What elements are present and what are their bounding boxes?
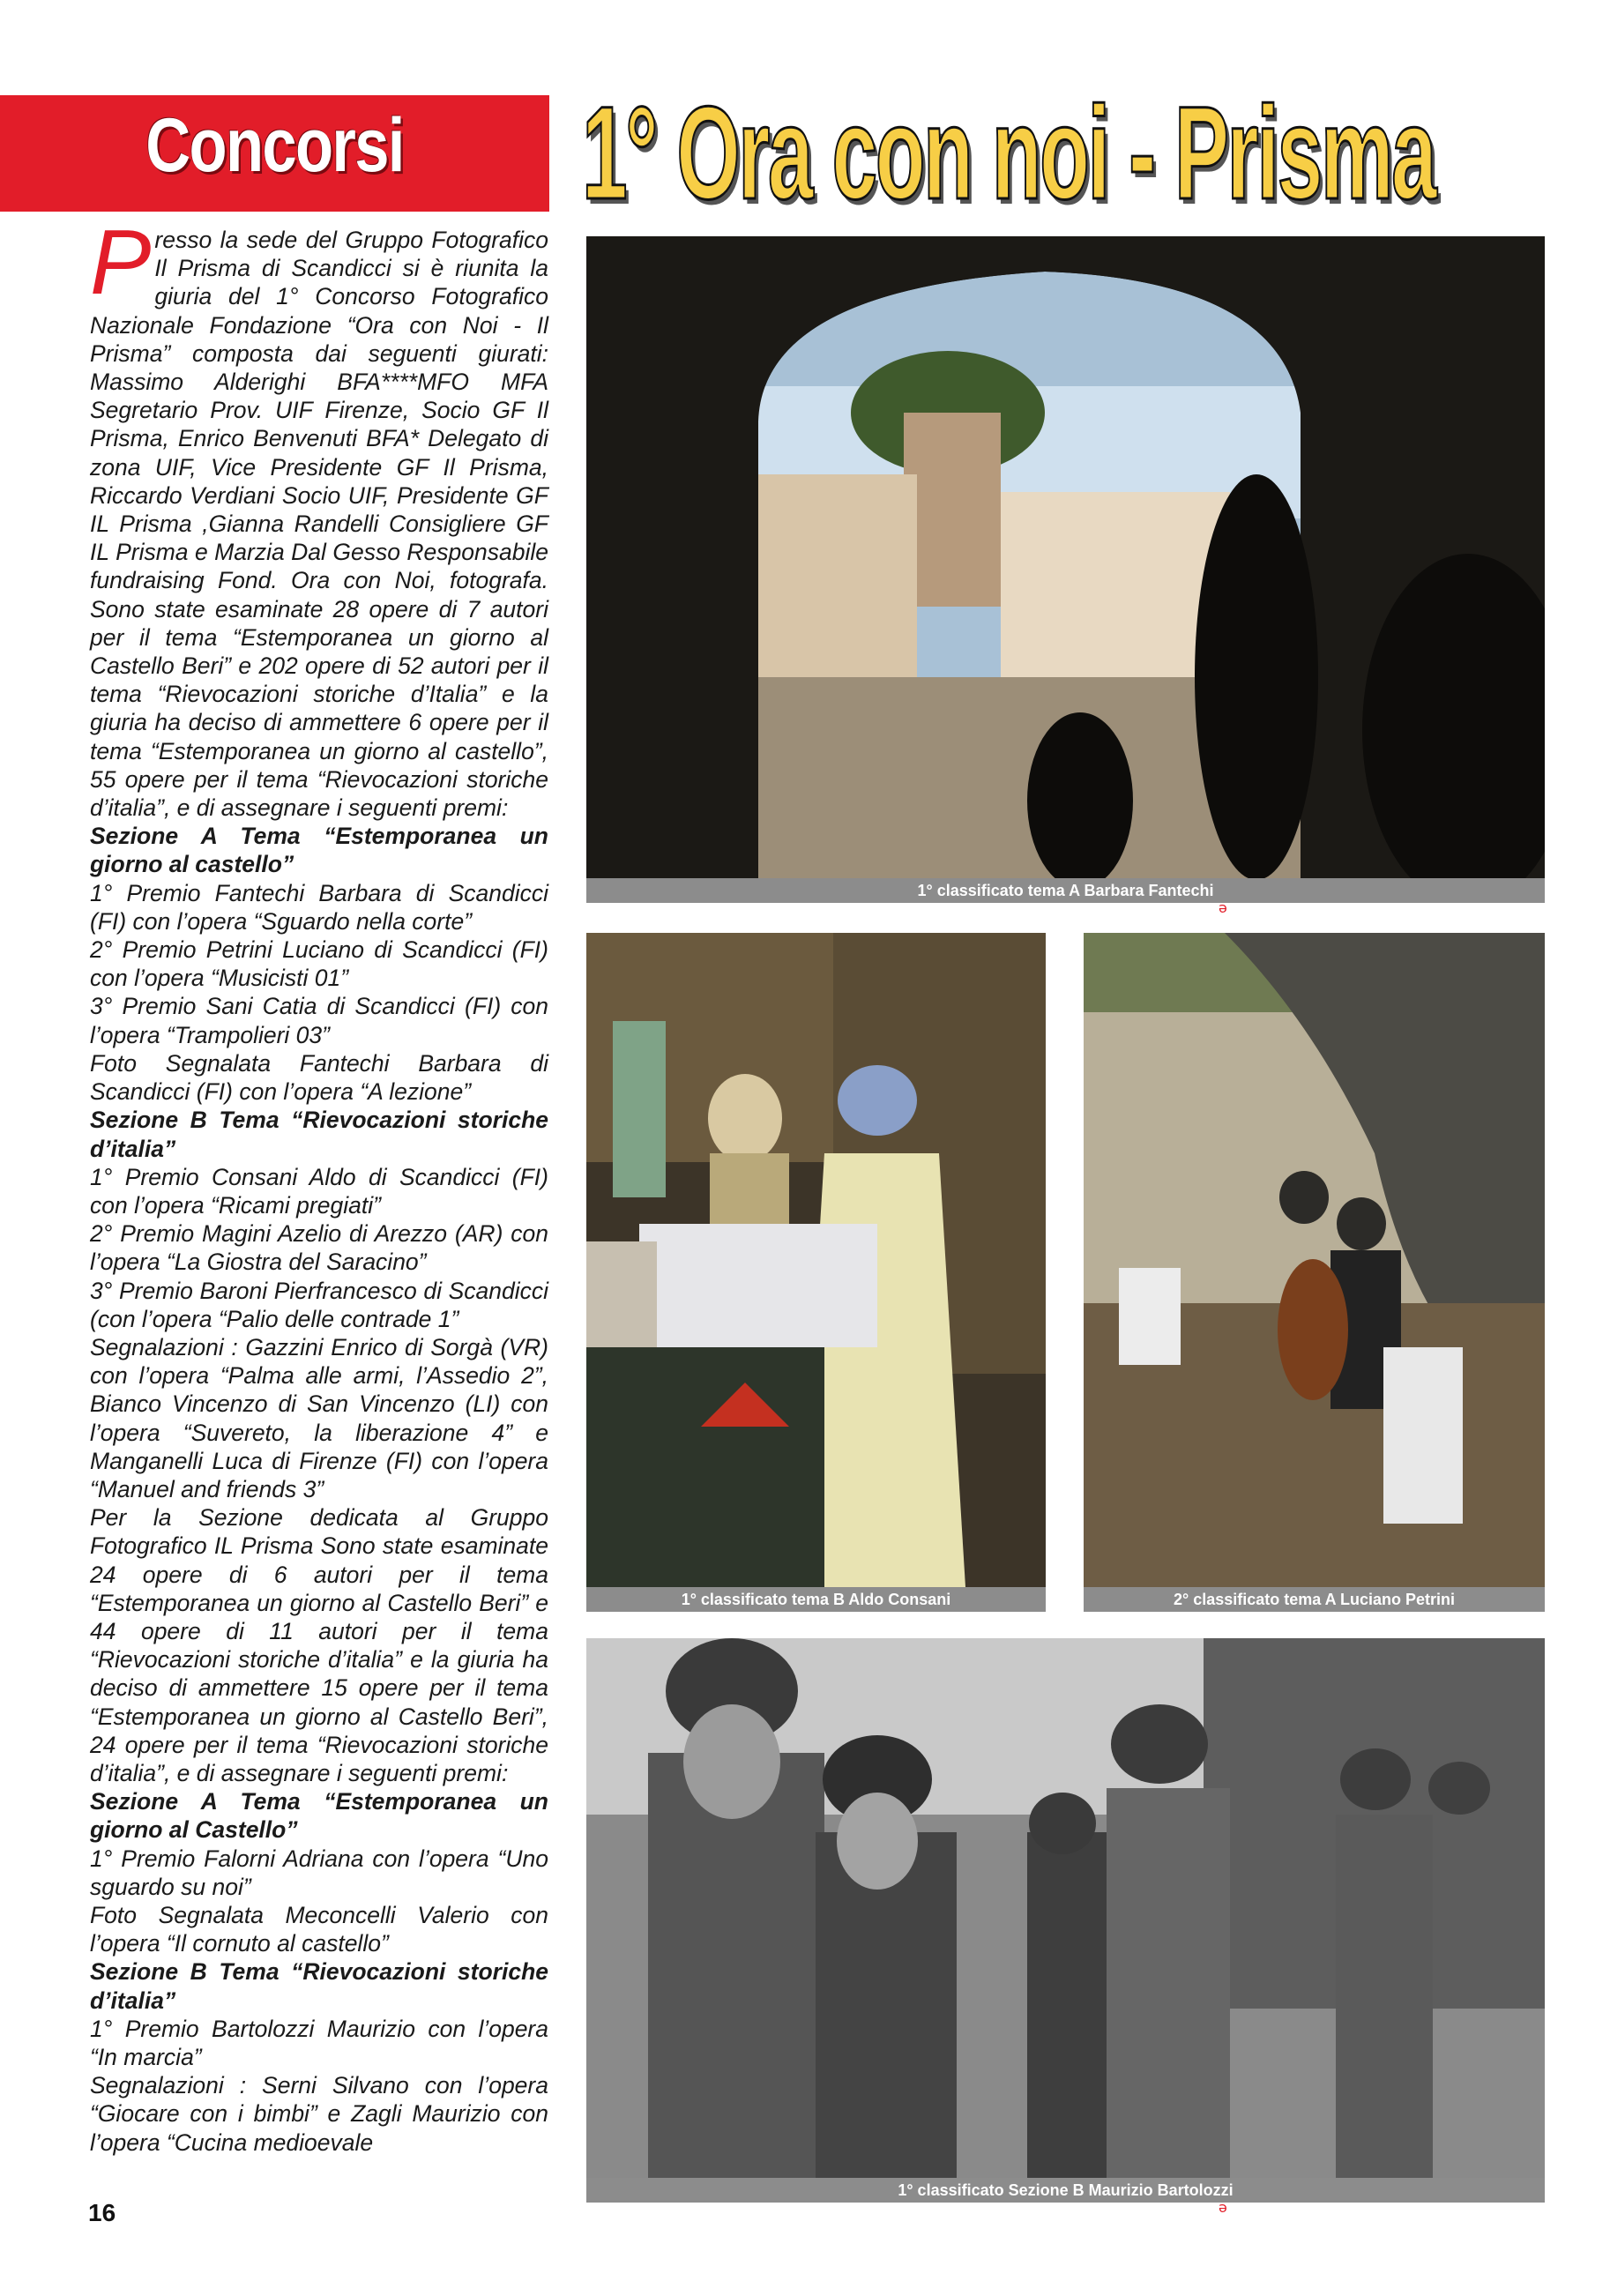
red-mark: ә	[1219, 899, 1227, 916]
page-title: 1° Ora con noi - Prisma	[582, 78, 1435, 227]
paragraph: 3° Premio Baroni Pierfrancesco di Scandicci (con l’opera “Palio delle contrade 1”	[90, 1277, 548, 1332]
photo-courtyard	[586, 236, 1545, 878]
page-number: 16	[88, 2199, 116, 2226]
caption-embroidery: 1° classificato tema B Aldo Consani	[586, 1587, 1046, 1612]
drop-cap: P	[90, 212, 152, 314]
paragraph: 1° Premio Consani Aldo di Scandicci (FI) con l’opera “Ricami pregiati”	[90, 1163, 548, 1219]
paragraph: 2° Premio Magini Azelio di Arezzo (AR) con l’opera “La Giostra del Saracino”	[90, 1220, 548, 1276]
section-label: Concorsi	[145, 103, 404, 188]
musicians-image	[1084, 933, 1545, 1587]
article-intro	[90, 212, 548, 822]
caption-musicians: 2° classificato tema A Luciano Petrini	[1084, 1587, 1545, 1612]
red-mark: ә	[1219, 2199, 1227, 2216]
paragraph: 1° Premio Fantechi Barbara di Scandicci (FI) con l’opera “Sguardo nella corte”	[90, 879, 548, 935]
paragraph: Segnalazioni : Gazzini Enrico di Sorgà (VR) con l’opera “Palma alle armi, l’Assedio 2”, Bianco Vincenzo di San Vincenzo (LI) con l’opera “Suvereto, la liberazione 4” e Manganelli Luca di Firenze (FI) con l’opera “Manuel and friends 3”	[90, 1333, 548, 1502]
photo-embroidery	[586, 933, 1046, 1587]
paragraph: Foto Segnalata Fantechi Barbara di Scandicci (FI) con l’opera “A lezione”	[90, 1049, 548, 1106]
courtyard-image	[586, 236, 1545, 878]
paragraph: 1° Premio Bartolozzi Maurizio con l’opera “In marcia”	[90, 2015, 548, 2070]
soldiers-image	[586, 1638, 1545, 2178]
paragraph: Per la Sezione dedicata al Gruppo Fotografico IL Prisma Sono state esaminate 24 opere di 6 autori per il tema “Estemporanea un giorno al Castello Beri” e 44 opere di 11 autori per il tema “Rievocazioni storiche d’italia” e la giuria ha deciso di ammettere 15 opere per il tema “Estemporanea un giorno al Castello Beri”, 24 opere per il tema “Rievocazioni storiche d’italia”, e di assegnare i seguenti premi:	[90, 1504, 548, 1786]
article-body	[90, 212, 548, 2157]
section-heading: Sezione B Tema “Rievocazioni storiche d’italia”	[90, 1107, 548, 1162]
embroidery-image	[586, 933, 1046, 1587]
section-tab	[0, 95, 549, 212]
paragraph: Foto Segnalata Meconcelli Valerio con l’opera “Il cornuto al castello”	[90, 1901, 548, 1957]
photo-soldiers	[586, 1638, 1545, 2178]
photo-musicians	[1084, 933, 1545, 1587]
caption-soldiers: 1° classificato Sezione B Maurizio Bartolozzi	[586, 2178, 1545, 2203]
section-heading: Sezione A Tema “Estemporanea un giorno al castello”	[90, 823, 548, 878]
paragraph: 2° Premio Petrini Luciano di Scandicci (FI) con l’opera “Musicisti 01”	[90, 936, 548, 992]
section-heading: Sezione A Tema “Estemporanea un giorno al Castello”	[90, 1788, 548, 1844]
caption-courtyard: 1° classificato tema A Barbara Fantechi	[586, 878, 1545, 903]
paragraph: Segnalazioni : Serni Silvano con l’opera “Giocare con i bimbi” e Zagli Maurizio con l’opera “Cucina medioevale	[90, 2072, 548, 2156]
section-heading: Sezione B Tema “Rievocazioni storiche d’italia”	[90, 1958, 548, 2014]
paragraph: 1° Premio Falorni Adriana con l’opera “Uno sguardo su noi”	[90, 1845, 548, 1900]
paragraph: 3° Premio Sani Catia di Scandicci (FI) con l’opera “Trampolieri 03”	[90, 993, 548, 1048]
intro-text: resso la sede del Gruppo Fotografico Il Prisma di Scandicci si è riunita la giuria del 1° Concorso Fotografico Nazionale Fondazione “Ora con Noi - Il Prisma” composta dai seguenti giurati: Massimo Alderighi BFA****MFO MFA Segretario Prov. UIF Firenze, Socio GF Il Prisma, Enrico Benvenuti BFA* Delegato di zona UIF, Vice Presidente GF Il Prisma, Riccardo Verdiani Socio UIF, Presidente GF IL Prisma ,Gianna Randelli Consigliere GF IL Prisma e Marzia Dal Gesso Responsabile fundraising Fond. Ora con Noi, fotografa. Sono state esaminate 28 opere di 7 autori per il tema “Estemporanea un giorno al Castello Beri” e 202 opere di 52 autori per il tema “Rievocazioni storiche d’Italia” e la giuria ha deciso di ammettere 6 opere per il tema “Estemporanea un giorno al castello”, 55 opere per il tema “Rievocazioni storiche d’italia”, e di assegnare i seguenti premi:	[90, 227, 548, 822]
